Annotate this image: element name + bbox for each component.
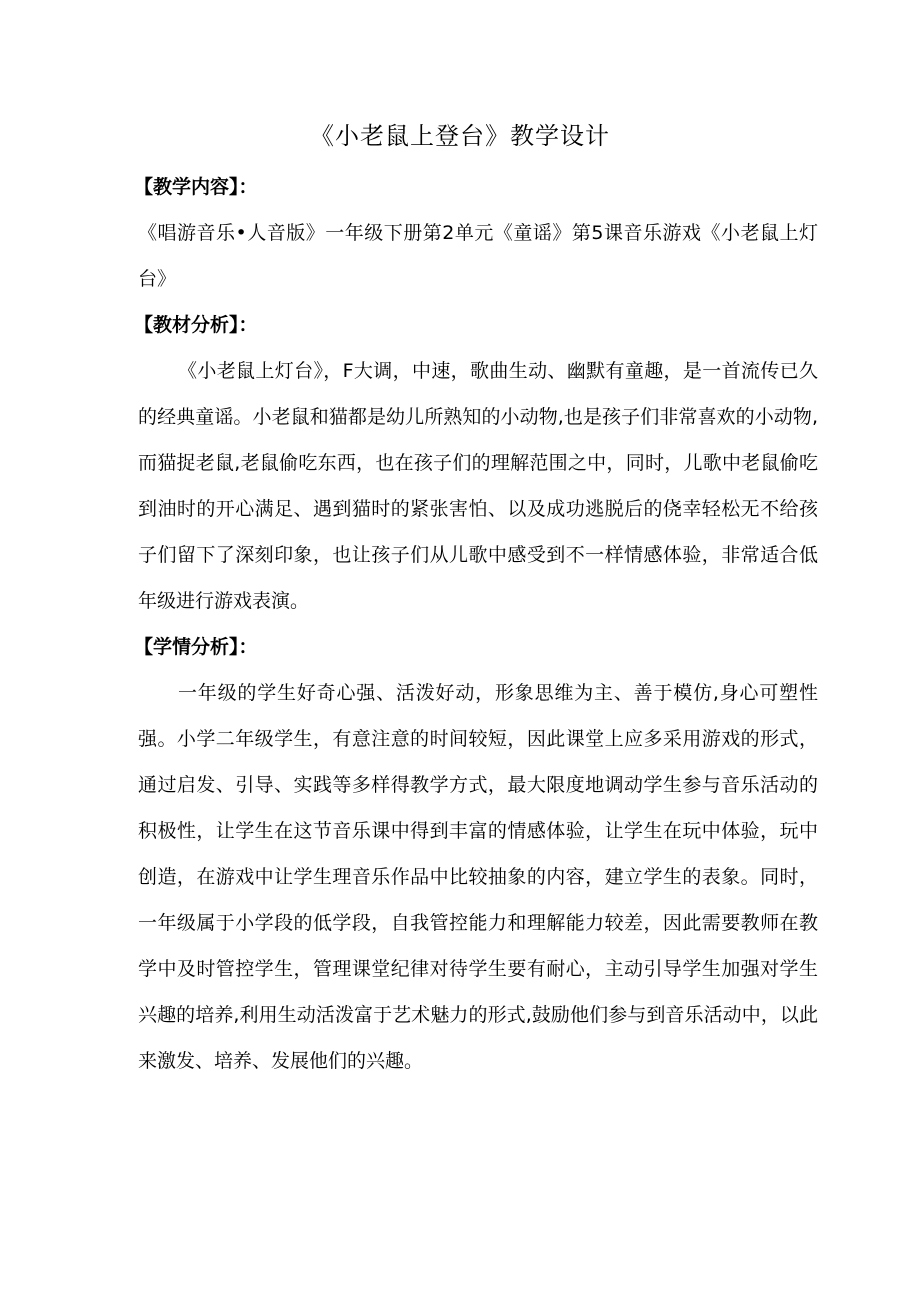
section-body-material-analysis: 《小老鼠上灯台》，F大调，中速，歌曲生动、幽默有童趣，是一首流传已久的经典童谣。小老鼠和猫都是幼儿所熟知的小动物,也是孩子们非常喜欢的小动物,而猫捉老鼠,老鼠偷吃东西，也在孩子们的理解范围之中，同时，儿歌中老鼠偷吃到油时的开心满足、遇到猫时的紧张害怕、以及成功逃脱后的侥幸轻松无不给孩子们留下了深刻印象，也让孩子们从儿歌中感受到不一样情感体验，非常适合低年级进行游戏表演。 <box>138 360 818 612</box>
section-heading-teaching-content: 【教学内容】： <box>134 176 258 198</box>
section-heading-material-analysis: 【教材分析】： <box>134 314 258 336</box>
section-heading-student-analysis: 【学情分析】： <box>134 636 258 658</box>
document-content <box>134 164 818 1084</box>
section-body-student-analysis: 一年级的学生好奇心强、活泼好动，形象思维为主、善于模仿,身心可塑性强。小学二年级学生，有意注意的时间较短，因此课堂上应多采用游戏的形式，通过启发、引导、实践等多样得教学方式，最大限度地调动学生参与音乐活动的积极性，让学生在这节音乐课中得到丰富的情感体验，让学生在玩中体验，玩中创造，在游戏中让学生理音乐作品中比较抽象的内容，建立学生的表象。同时，一年级属于小学段的低学段，自我管控能力和理解能力较差，因此需要教师在教学中及时管控学生，管理课堂纪律对待学生要有耐心，主动引导学生加强对学生兴趣的培养,利用生动活泼富于艺术魅力的形式,鼓励他们参与到音乐活动中，以此来激发、培养、发展他们的兴趣。 <box>138 682 818 1072</box>
section-body-teaching-content: 《唱游音乐•人音版》一年级下册第2单元《童谣》第5课音乐游戏《小老鼠上灯台》 <box>138 222 818 290</box>
document-title: 《小老鼠上登台》教学设计 <box>310 122 610 150</box>
